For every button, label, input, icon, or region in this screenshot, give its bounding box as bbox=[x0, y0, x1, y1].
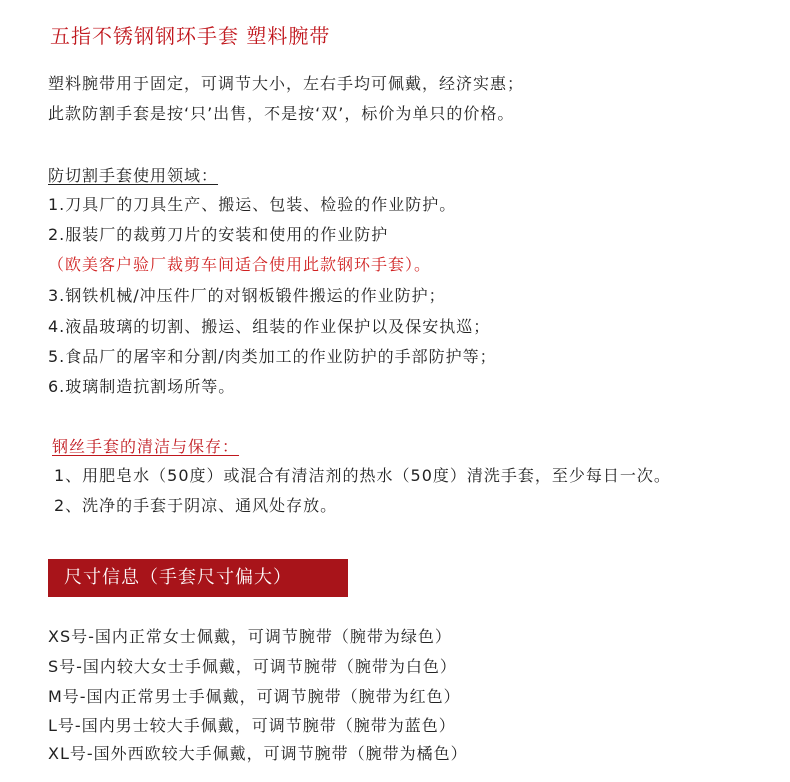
usage-item: 4.液晶玻璃的切割、搬运、组装的作业保护以及保安执巡； bbox=[48, 317, 491, 336]
cleaning-heading: 钢丝手套的清洁与保存： bbox=[52, 437, 240, 456]
size-banner: 尺寸信息（手套尺寸偏大） bbox=[48, 559, 348, 597]
intro-line: 此款防割手套是按‘只’出售，不是按‘双’，标价为单只的价格。 bbox=[48, 104, 515, 123]
size-item: M号-国内正常男士手佩戴，可调节腕带（腕带为红色） bbox=[48, 687, 461, 706]
cleaning-item: 2、洗净的手套于阴凉、通风处存放。 bbox=[54, 496, 338, 515]
usage-item-note: （欧美客户验厂裁剪车间适合使用此款钢环手套）。 bbox=[48, 255, 432, 274]
usage-item: 6.玻璃制造抗割场所等。 bbox=[48, 377, 236, 396]
size-item: S号-国内较大女士手佩戴，可调节腕带（腕带为白色） bbox=[48, 657, 457, 676]
intro-line: 塑料腕带用于固定，可调节大小，左右手均可佩戴，经济实惠； bbox=[48, 74, 525, 93]
usage-item: 5.食品厂的屠宰和分割/肉类加工的作业防护的手部防护等； bbox=[48, 347, 497, 366]
usage-item: 3.钢铁机械/冲压件厂的对钢板锻件搬运的作业防护； bbox=[48, 286, 446, 305]
cleaning-item: 1、用肥皂水（50度）或混合有清洁剂的热水（50度）清洗手套，至少每日一次。 bbox=[54, 466, 671, 485]
usage-item: 2.服装厂的裁剪刀片的安装和使用的作业防护 bbox=[48, 225, 389, 244]
page-title: 五指不锈钢钢环手套 塑料腕带 bbox=[50, 24, 331, 48]
usage-heading: 防切割手套使用领域： bbox=[48, 166, 219, 185]
usage-item: 1.刀具厂的刀具生产、搬运、包装、检验的作业防护。 bbox=[48, 195, 457, 214]
size-item: XL号-国外西欧较大手佩戴，可调节腕带（腕带为橘色） bbox=[48, 744, 468, 763]
size-item: L号-国内男士较大手佩戴，可调节腕带（腕带为蓝色） bbox=[48, 716, 456, 735]
size-item: XS号-国内正常女士佩戴，可调节腕带（腕带为绿色） bbox=[48, 627, 452, 646]
